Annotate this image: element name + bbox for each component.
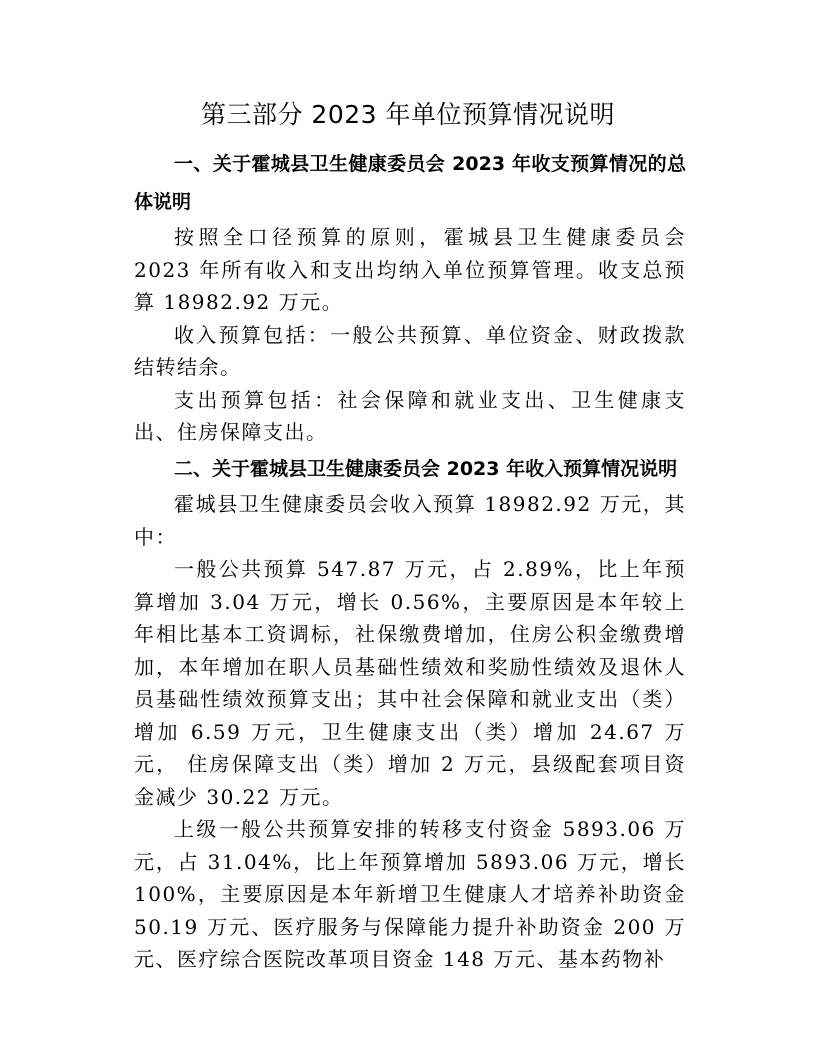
paragraph-expenditure-scope: 支出预算包括：社会保障和就业支出、卫生健康支出、住房保障支出。 — [134, 387, 686, 444]
paragraph-budget-principle: 按照全口径预算的原则，霍城县卫生健康委员会 2023 年所有收入和支出均纳入单位预算管理。收支总预算 18982.92 万元。 — [134, 225, 686, 314]
paragraph-income-scope: 收入预算包括：一般公共预算、单位资金、财政拨款结转结余。 — [134, 322, 686, 379]
section-overview — [134, 146, 686, 449]
section-income — [134, 451, 686, 976]
section-heading-income: 二、关于霍城县卫生健康委员会 2023 年收入预算情况说明 — [174, 457, 678, 480]
section-heading-overview: 一、关于霍城县卫生健康委员会 2023 年收支预算情况的总体说明 — [134, 153, 686, 213]
paragraph-income-total: 霍城县卫生健康委员会收入预算 18982.92 万元，其中： — [134, 492, 686, 549]
page-title: 第三部分 2023 年单位预算情况说明 — [200, 100, 616, 129]
paragraph-transfer-payment: 上级一般公共预算安排的转移支付资金 5893.06 万元，占 31.04%，比上年预算增加 5893.06 万元，增长 100%，主要原因是本年新增卫生健康人才培养补助资金 50.19 万元、医疗服务与保障能力提升补助资金 200 万元、医疗综合医院改革项目资金 148 万元、基本药物补 — [134, 817, 686, 971]
document-body — [134, 146, 686, 976]
paragraph-general-public-budget: 一般公共预算 547.87 万元，占 2.89%，比上年预算增加 3.04 万元，增长 0.56%，主要原因是本年较上年相比基本工资调标，社保缴费增加，住房公积金缴费增加，本年增加在职人员基础性绩效和奖励性绩效及退休人员基础性绩效预算支出；其中社会保障和就业支出（类）增加 6.59 万元，卫生健康支出（类）增加 24.67 万元， 住房保障支出（类）增加 2 万元，县级配套项目资金减少 30.22 万元。 — [134, 557, 686, 809]
